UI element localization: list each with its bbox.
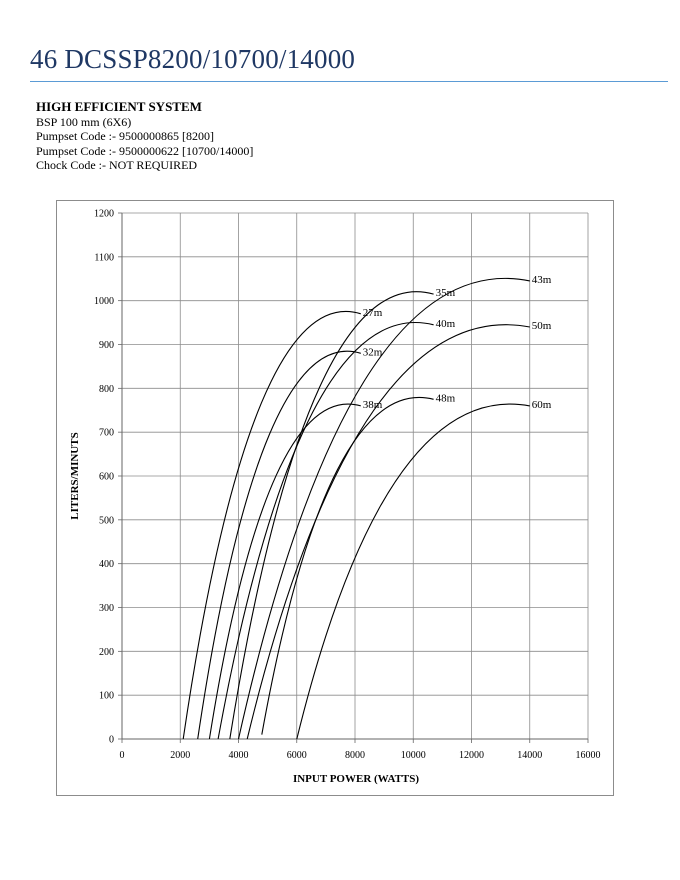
x-tick-label: 0 (119, 750, 125, 761)
y-tick-label: 300 (99, 603, 114, 614)
y-tick-label: 900 (99, 340, 114, 351)
y-tick-label: 0 (109, 734, 114, 746)
x-tick-label: 8000 (345, 750, 365, 761)
x-tick-label: 6000 (286, 750, 307, 761)
curve-50m (247, 325, 530, 739)
spec-line-bsp: BSP 100 mm (6X6) (36, 114, 132, 129)
curve-label-38m: 38m (362, 398, 383, 411)
curve-32m (198, 351, 361, 739)
x-tick-label: 12000 (459, 750, 484, 761)
curve-38m (209, 404, 360, 739)
curve-label-50m: 50m (531, 320, 552, 332)
y-tick-label: 100 (99, 690, 114, 702)
y-tick-label: 800 (99, 383, 114, 395)
y-tick-label: 400 (99, 559, 114, 571)
curve-40m (218, 323, 434, 739)
chart-ticks (94, 209, 601, 762)
y-tick-label: 500 (99, 515, 114, 527)
x-tick-label: 2000 (170, 750, 191, 761)
curve-label-43m: 43m (531, 273, 552, 286)
spec-heading: HIGH EFFICIENT SYSTEM (36, 99, 202, 114)
y-tick-label: 1200 (94, 208, 114, 220)
spec-line-pumpset-10700: Pumpset Code :- 9500000622 [10700/14000] (36, 143, 254, 158)
chart-grid (122, 213, 588, 739)
curve-label-60m: 60m (531, 398, 552, 411)
curve-label-27m: 27m (362, 306, 383, 319)
page-title: 46 DCSSP8200/10700/14000 (30, 44, 356, 74)
curve-43m (239, 278, 530, 739)
x-tick-label: 4000 (228, 750, 249, 761)
curve-48m (262, 397, 434, 734)
curve-label-40m: 40m (435, 317, 456, 330)
x-tick-label: 10000 (400, 750, 426, 761)
spec-line-chock: Chock Code :- NOT REQUIRED (36, 158, 198, 172)
chart-curves (183, 278, 530, 739)
x-tick-label: 16000 (575, 750, 601, 761)
y-tick-label: 700 (99, 427, 114, 439)
curve-label-32m: 32m (362, 346, 383, 359)
spec-line-pumpset-8200: Pumpset Code :- 9500000865 [8200] (36, 129, 214, 143)
y-tick-label: 1100 (94, 252, 114, 264)
x-tick-label: 14000 (517, 750, 543, 761)
curve-label-48m: 48m (435, 392, 456, 405)
x-axis-title: INPUT POWER (WATTS) (292, 773, 420, 785)
y-tick-label: 600 (99, 471, 114, 483)
curve-label-35m: 35m (435, 287, 456, 300)
y-tick-label: 1000 (94, 296, 114, 308)
y-axis-title: LITERS/MINUTS (69, 432, 81, 520)
y-tick-label: 200 (99, 646, 114, 658)
